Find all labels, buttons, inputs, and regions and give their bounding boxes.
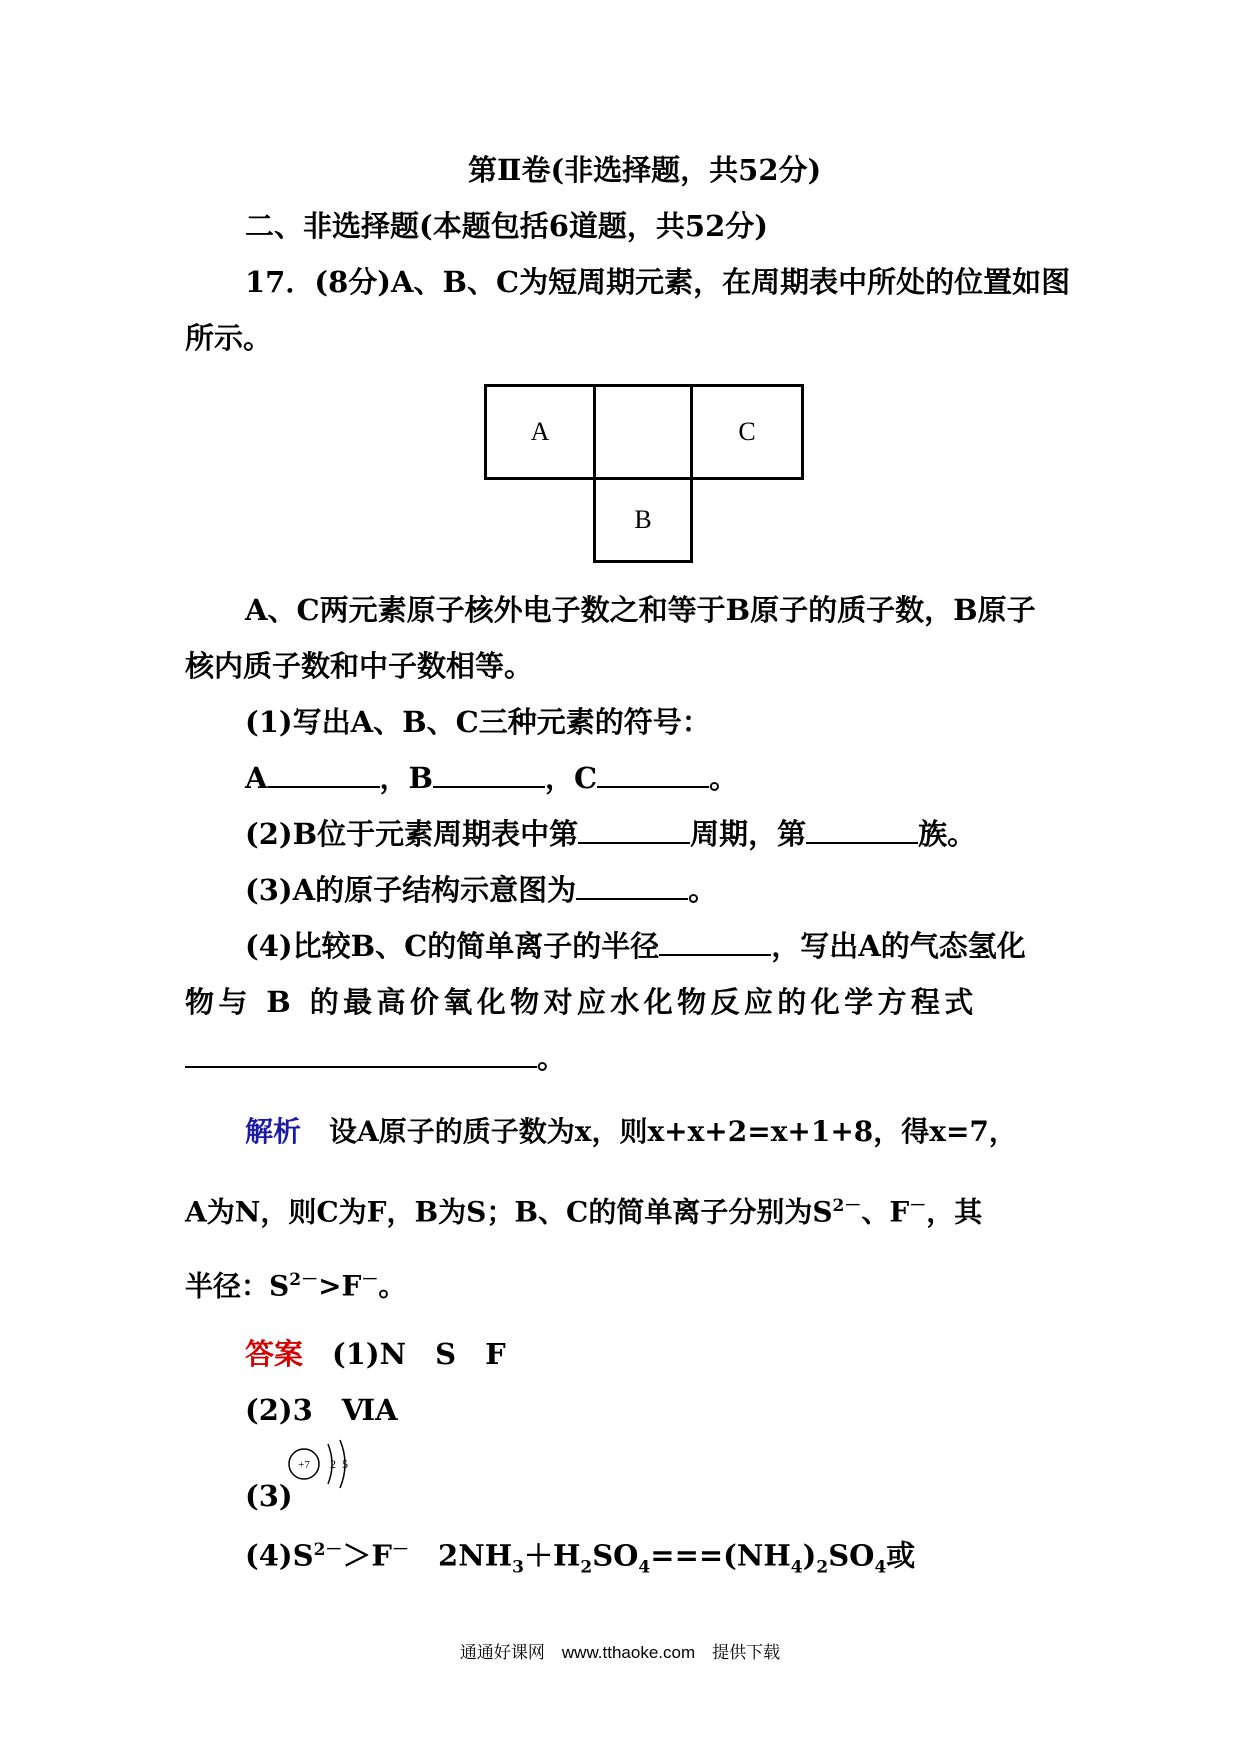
- subscript: 2: [580, 1557, 593, 1578]
- text-start: (2)B位于元素周期表中第: [245, 817, 579, 851]
- text: ，其: [926, 1195, 983, 1229]
- analysis-line3: [185, 1260, 406, 1306]
- subquestion-3: [245, 870, 717, 910]
- text: A为N，则C为F，B为S；B、C的简单离子分别为S: [185, 1195, 833, 1229]
- superscript: 2－: [313, 1540, 343, 1560]
- blank-b[interactable]: [433, 758, 545, 788]
- text: 半径：S: [185, 1269, 290, 1303]
- text: 或: [886, 1538, 916, 1573]
- text-mid: 周期，第: [690, 817, 807, 851]
- end-mark: 。: [709, 761, 739, 795]
- table-cell-a: A: [484, 384, 596, 480]
- nucleus-label: +7: [298, 1459, 310, 1471]
- subscript: 3: [512, 1557, 524, 1578]
- text: 、F: [861, 1195, 910, 1229]
- blank-equation[interactable]: [185, 1038, 537, 1068]
- answer-line4: [245, 1530, 915, 1587]
- superscript: －: [909, 1196, 927, 1216]
- superscript: －: [392, 1540, 410, 1560]
- text: SO: [828, 1538, 875, 1573]
- blank-period[interactable]: [578, 814, 690, 844]
- blank-structure[interactable]: [576, 870, 688, 900]
- analysis-text: 设A原子的质子数为x，则x+x+2=x+1+8，得x=7，: [329, 1115, 1017, 1148]
- shell-1-electrons: 2: [330, 1457, 336, 1471]
- text-mid: ，写出A的气态氢化: [771, 929, 1026, 963]
- condition-line2: 核内质子数和中子数相等。: [185, 649, 534, 683]
- subquestion-4-line3: [185, 1038, 566, 1078]
- subscript: 2: [816, 1557, 829, 1578]
- superscript: 2－: [289, 1270, 319, 1290]
- section-title: 第Ⅱ卷(非选择题，共52分): [468, 153, 822, 187]
- question-17-stem-line1: 17．(8分)A、B、C为短周期元素，在周期表中所处的位置如图: [245, 265, 1071, 299]
- text: ): [802, 1538, 817, 1573]
- answer-line3: (3): [245, 1479, 293, 1513]
- text-end: 族。: [918, 817, 977, 851]
- subquestion-4-line1: [245, 926, 1026, 966]
- label-a: A: [245, 761, 268, 795]
- text: (4)S: [245, 1538, 314, 1573]
- text-start: (4)比较B、C的简单离子的半径: [245, 929, 660, 963]
- table-cell-b: B: [593, 477, 693, 563]
- answer-label: 答案: [245, 1337, 304, 1371]
- answer-line1: [245, 1334, 506, 1374]
- text-end: 。: [688, 873, 718, 907]
- text: 2NH: [409, 1538, 513, 1573]
- subscript: 4: [874, 1557, 887, 1578]
- label-b: ，B: [379, 761, 434, 795]
- text: ===(NH: [650, 1538, 791, 1573]
- end-mark: 。: [537, 1041, 567, 1075]
- footer-credit: 通通好课网 www.tthaoke.com 提供下载: [459, 1643, 781, 1662]
- blank-a[interactable]: [268, 758, 380, 788]
- table-cell-c: C: [690, 384, 804, 480]
- text: ＞F: [342, 1538, 393, 1573]
- part-title: 二、非选择题(本题包括6道题，共52分): [245, 209, 768, 243]
- table-cell-empty: [593, 384, 693, 480]
- subscript: 4: [790, 1557, 803, 1578]
- text: SO: [592, 1538, 639, 1573]
- blank-group[interactable]: [806, 814, 918, 844]
- question-17-stem-line2: 所示。: [185, 321, 273, 355]
- subquestion-1: (1)写出A、B、C三种元素的符号：: [245, 705, 711, 739]
- shell-2-electrons: 5: [342, 1457, 348, 1471]
- atomic-structure-diagram: [284, 1436, 364, 1500]
- subquestion-4-line2: 物与 B 的最高价氧化物对应水化物反应的化学方程式: [185, 985, 978, 1019]
- answer-line2: (2)3 ⅥA: [245, 1393, 398, 1427]
- subquestion-1-blanks: [245, 758, 738, 798]
- subquestion-2: [245, 814, 976, 854]
- analysis-label: 解析: [245, 1115, 302, 1148]
- label-c: ，C: [545, 761, 598, 795]
- text: ＋H: [523, 1538, 581, 1573]
- text-start: (3)A的原子结构示意图为: [245, 873, 577, 907]
- blank-radius[interactable]: [659, 926, 771, 956]
- answer-1: (1)N S F: [332, 1337, 506, 1371]
- superscript: －: [361, 1270, 379, 1290]
- analysis-line1: [245, 1112, 1017, 1152]
- subscript: 4: [638, 1557, 651, 1578]
- superscript: 2－: [832, 1196, 862, 1216]
- analysis-line2: [185, 1186, 982, 1232]
- text: >F: [318, 1269, 362, 1303]
- blank-c[interactable]: [597, 758, 709, 788]
- text: 。: [378, 1269, 407, 1303]
- condition-line1: A、C两元素原子核外电子数之和等于B原子的质子数，B原子: [245, 593, 1036, 627]
